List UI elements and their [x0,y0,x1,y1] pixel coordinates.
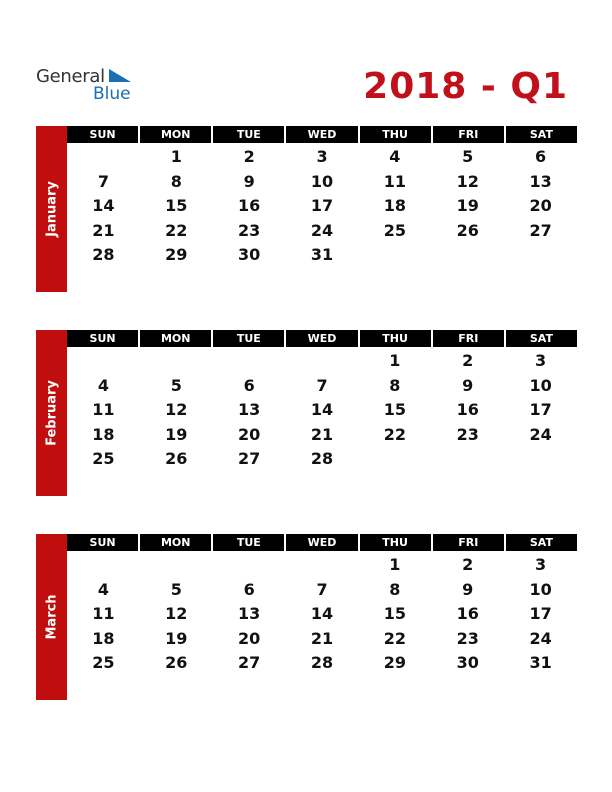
day-cell: 19 [165,424,188,444]
day-cell: 1 [389,351,401,370]
day-cell: 8 [170,171,182,191]
day-cell: 26 [456,220,479,240]
day-cell: 23 [238,220,261,240]
day-cell: 21 [92,220,115,240]
week-row [67,145,577,170]
day-cell: 18 [92,424,115,444]
day-cell: 5 [170,579,182,599]
week-row [67,553,577,578]
week-row [67,374,577,399]
day-cell [140,553,213,578]
week-row [67,349,577,374]
day-cell [286,553,359,578]
day-cell: 12 [165,400,188,420]
day-cell: 24 [310,220,334,240]
week-row [67,602,577,627]
month-label-bar [36,330,67,496]
days-grid [67,145,577,268]
day-cell: 26 [165,449,188,469]
weekday-label: THU [360,330,431,347]
day-cell: 24 [529,424,552,444]
day-cell: 15 [165,196,188,216]
day-cell: 28 [310,449,334,469]
month-calendar-march [36,534,577,700]
logo-triangle-icon [109,69,131,82]
day-cell: 14 [310,604,334,624]
week-row [67,578,577,603]
month-name: January [44,181,59,237]
week-row [67,447,577,472]
day-cell: 2 [462,351,474,370]
day-cell: 7 [97,171,109,191]
day-cell: 10 [529,579,552,599]
day-cell: 13 [238,604,261,624]
day-cell: 12 [165,604,188,624]
weekday-label: WED [286,330,357,347]
day-cell: 15 [383,400,406,420]
day-cell: 5 [170,375,182,395]
brand-logo [36,66,146,106]
weekday-label: SUN [67,126,138,143]
weekday-label: MON [140,534,211,551]
day-cell [213,349,286,374]
day-cell: 3 [535,351,547,370]
day-cell: 20 [238,628,261,648]
weekday-label: FRI [433,534,504,551]
weekday-label: FRI [433,126,504,143]
day-cell: 27 [238,653,261,673]
week-row [67,398,577,423]
day-cell: 16 [456,604,479,624]
days-grid [67,553,577,676]
day-cell: 6 [535,147,547,166]
day-cell: 20 [529,196,552,216]
day-cell: 9 [462,579,474,599]
day-cell: 1 [170,147,182,166]
day-cell: 2 [243,147,255,166]
day-cell [67,553,140,578]
day-cell: 4 [97,375,109,395]
day-cell: 16 [456,400,479,420]
day-cell: 19 [165,628,188,648]
weekday-label: MON [140,126,211,143]
day-cell: 14 [310,400,334,420]
day-cell: 16 [238,196,261,216]
day-cell: 3 [316,147,328,166]
day-cell: 2 [462,555,474,574]
day-cell: 17 [310,196,334,216]
day-cell [504,243,577,268]
weekday-label: SAT [506,330,577,347]
day-cell: 15 [383,604,406,624]
weekday-header [67,330,577,347]
day-cell: 7 [316,375,328,395]
day-cell: 9 [243,171,255,191]
day-cell: 28 [310,653,334,673]
weekday-header [67,534,577,551]
week-row [67,651,577,676]
day-cell: 23 [456,424,479,444]
weekday-header [67,126,577,143]
week-row [67,219,577,244]
day-cell: 13 [529,171,552,191]
day-cell: 8 [389,579,401,599]
weekday-label: FRI [433,330,504,347]
day-cell: 21 [310,628,334,648]
month-label-bar [36,534,67,700]
day-cell [504,447,577,472]
day-cell: 25 [92,449,115,469]
day-cell: 4 [389,147,401,166]
day-cell: 30 [238,245,261,265]
month-label-bar [36,126,67,292]
day-cell: 10 [529,375,552,395]
day-cell: 20 [238,424,261,444]
day-cell: 8 [389,375,401,395]
day-cell [213,553,286,578]
day-cell: 12 [456,171,479,191]
weekday-label: WED [286,126,357,143]
day-cell: 28 [92,245,115,265]
day-cell [140,349,213,374]
day-cell: 11 [383,171,406,191]
days-grid [67,349,577,472]
month-name: March [44,594,59,640]
day-cell: 21 [310,424,334,444]
day-cell [67,145,140,170]
page-title: 2018 - Q1 [363,66,568,107]
day-cell: 26 [165,653,188,673]
day-cell: 13 [238,400,261,420]
week-row [67,170,577,195]
month-calendar-january [36,126,577,292]
month-name: February [44,380,59,446]
day-cell: 25 [92,653,115,673]
week-row [67,243,577,268]
day-cell: 22 [165,220,188,240]
month-calendar-february [36,330,577,496]
day-cell: 11 [92,604,115,624]
day-cell: 6 [243,375,255,395]
day-cell [358,243,431,268]
weekday-label: SAT [506,126,577,143]
day-cell: 31 [310,245,334,265]
day-cell: 25 [383,220,406,240]
weekday-label: TUE [213,126,284,143]
day-cell: 5 [462,147,474,166]
day-cell: 27 [238,449,261,469]
day-cell: 29 [383,653,406,673]
week-row [67,627,577,652]
day-cell: 17 [529,604,552,624]
day-cell: 1 [389,555,401,574]
day-cell: 18 [383,196,406,216]
day-cell: 14 [92,196,115,216]
week-row [67,423,577,448]
day-cell: 27 [529,220,552,240]
day-cell: 10 [310,171,334,191]
day-cell [67,349,140,374]
weekday-label: MON [140,330,211,347]
weekday-label: TUE [213,330,284,347]
day-cell: 24 [529,628,552,648]
day-cell [431,447,504,472]
day-cell: 31 [529,653,552,673]
weekday-label: TUE [213,534,284,551]
weekday-label: WED [286,534,357,551]
day-cell: 3 [535,555,547,574]
day-cell: 6 [243,579,255,599]
day-cell: 17 [529,400,552,420]
weekday-label: SAT [506,534,577,551]
day-cell: 9 [462,375,474,395]
weekday-label: THU [360,534,431,551]
day-cell: 23 [456,628,479,648]
weekday-label: SUN [67,534,138,551]
day-cell: 7 [316,579,328,599]
logo-text-general: General [36,66,105,87]
week-row [67,194,577,219]
day-cell: 4 [97,579,109,599]
day-cell: 30 [456,653,479,673]
day-cell: 19 [456,196,479,216]
day-cell: 22 [383,628,406,648]
logo-text-blue: Blue [93,84,131,104]
day-cell: 18 [92,628,115,648]
weekday-label: THU [360,126,431,143]
day-cell [431,243,504,268]
day-cell [286,349,359,374]
day-cell: 22 [383,424,406,444]
day-cell: 29 [165,245,188,265]
day-cell [358,447,431,472]
weekday-label: SUN [67,330,138,347]
day-cell: 11 [92,400,115,420]
